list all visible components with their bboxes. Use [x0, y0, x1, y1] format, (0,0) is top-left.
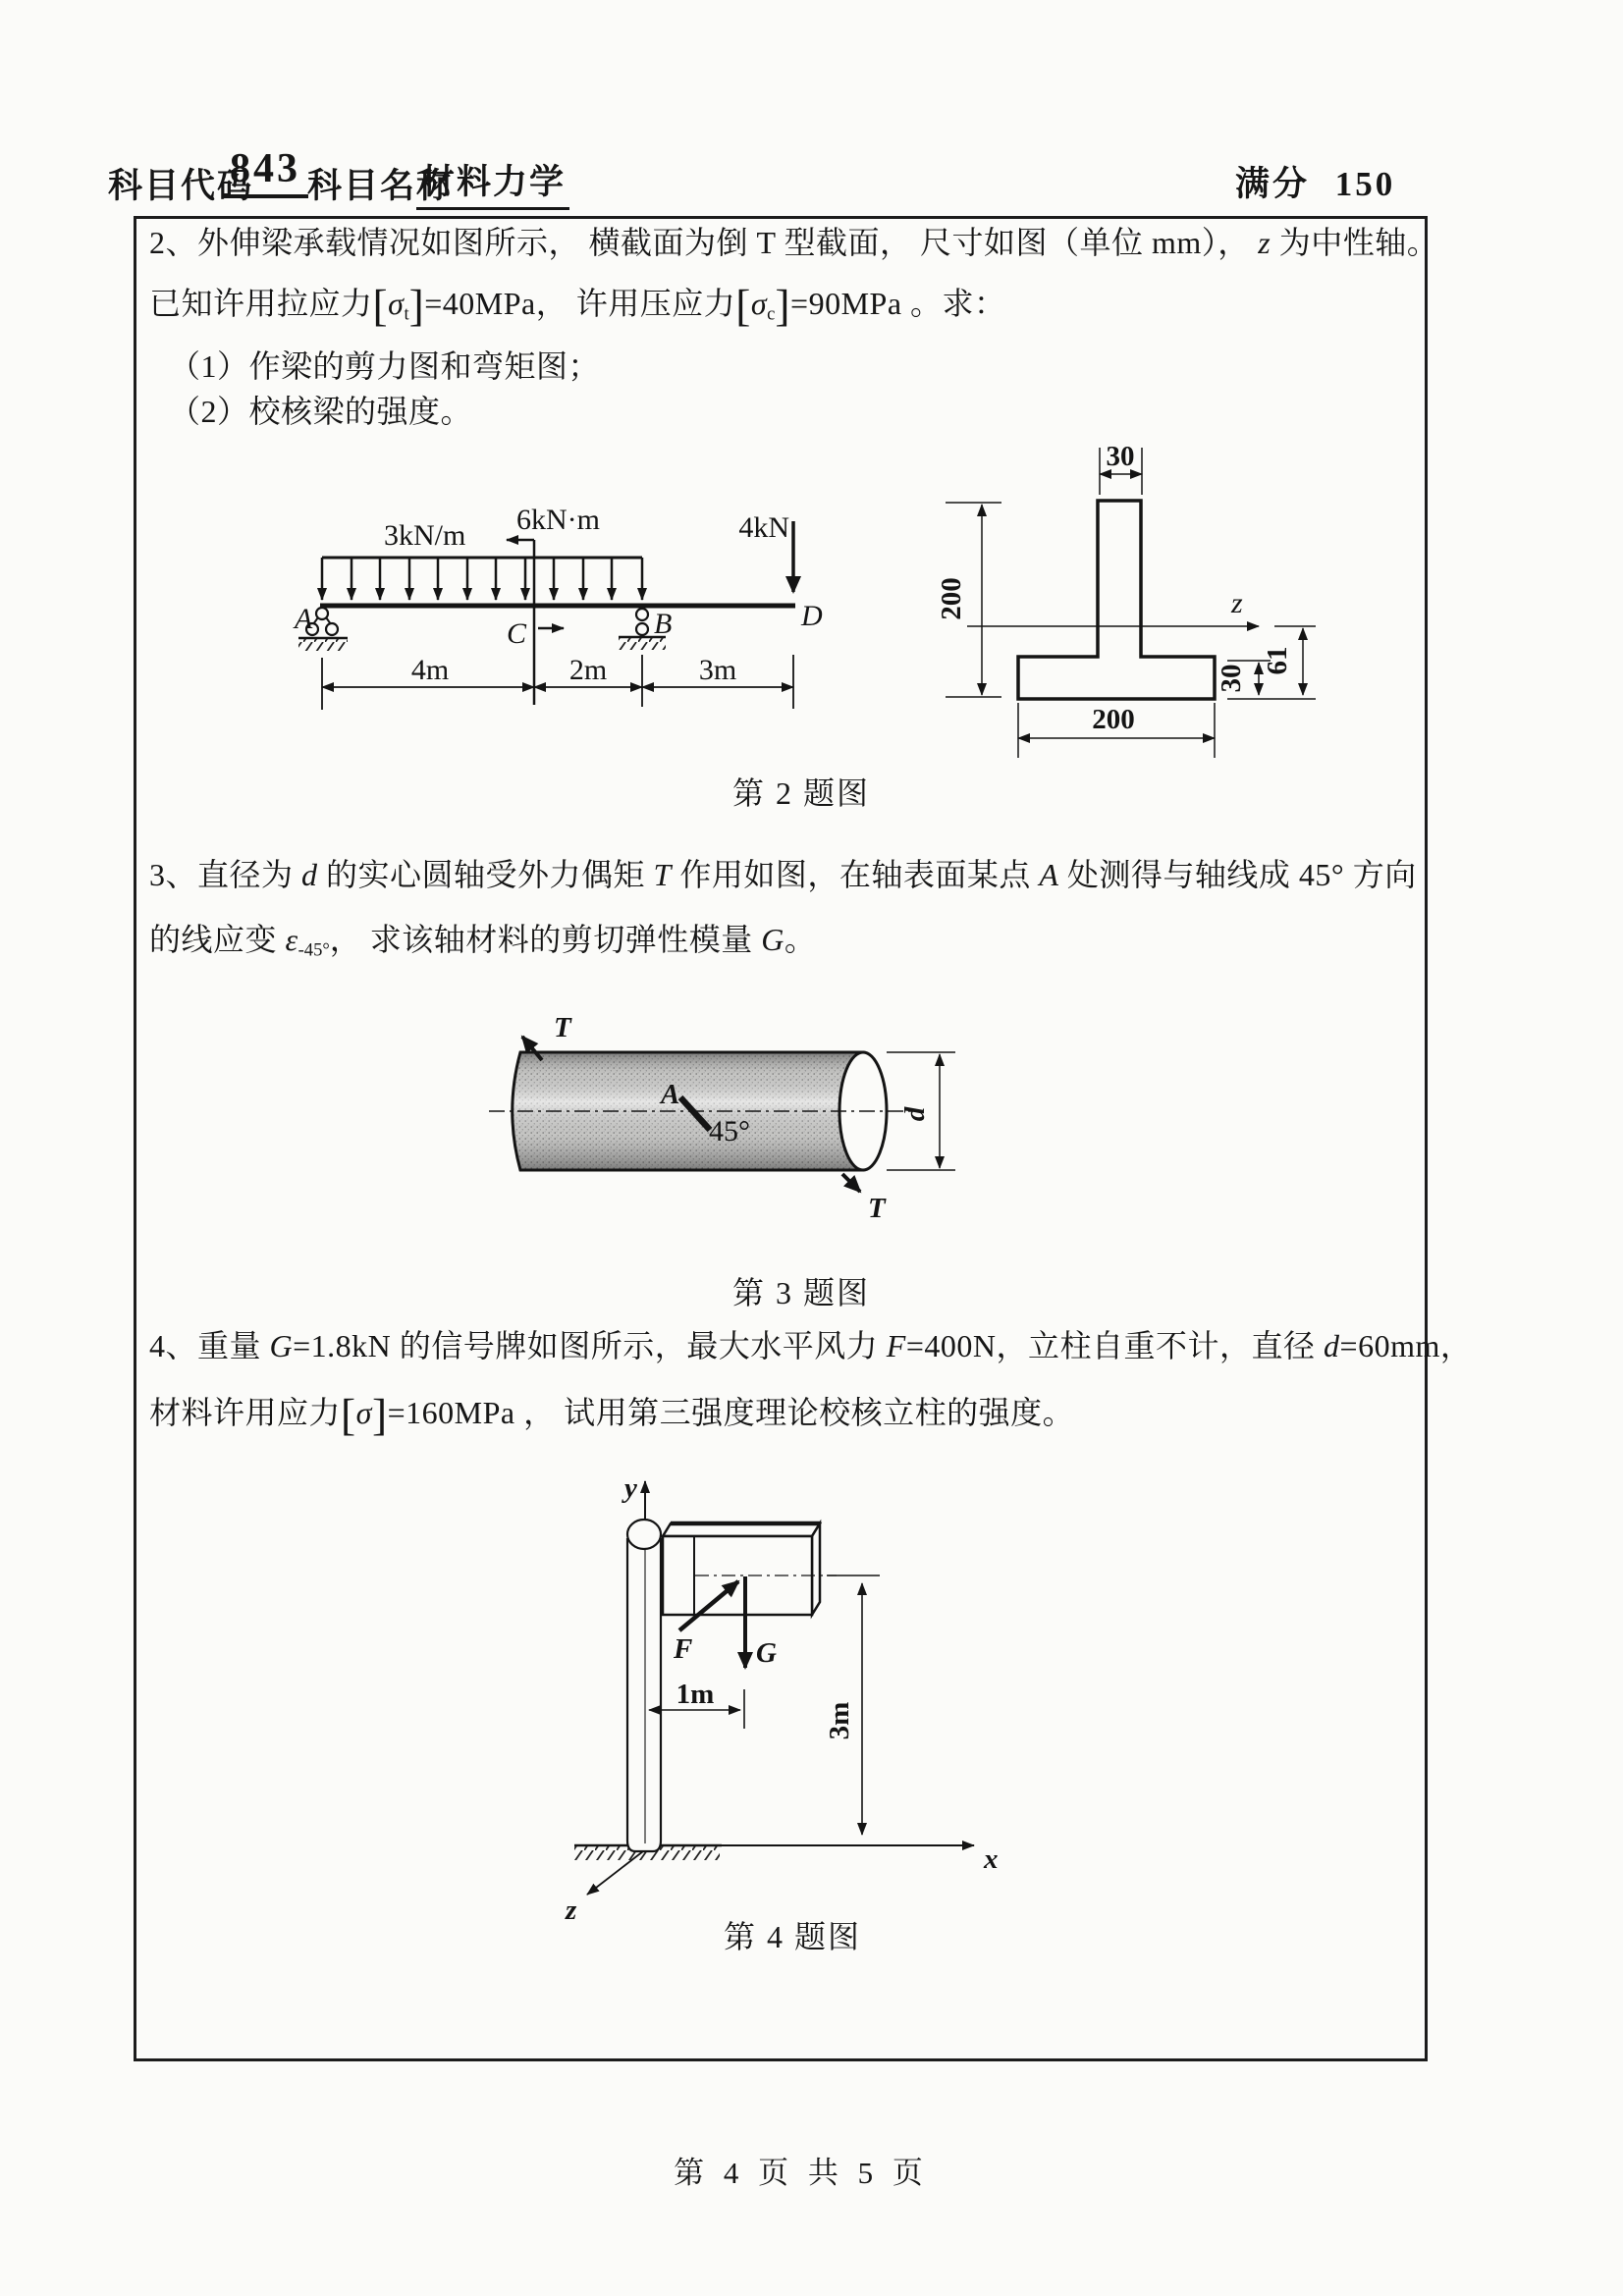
q2-item2: （2）校核梁的强度。 — [169, 394, 473, 429]
shaft-diagram — [471, 1001, 982, 1237]
point-a-label: A — [661, 1079, 680, 1110]
point-b-label: B — [654, 608, 673, 640]
q4-line2: 材料许用应力[σ]=160MPa ， 试用第三强度理论校核立柱的强度。 — [149, 1390, 1075, 1440]
signboard-box — [663, 1523, 820, 1615]
point-c-label: C — [507, 617, 527, 650]
subject-code-value: 843 — [222, 145, 308, 198]
figure4-caption: 第 4 题图 — [723, 1919, 861, 1954]
q4-line1: 4、重量 G=1.8kN 的信号牌如图所示，最大水平风力 F=400N，立柱自重不计，直径 d=60mm， — [149, 1328, 1473, 1363]
x-axis-label: x — [984, 1843, 999, 1875]
z-axis-label: z — [1231, 587, 1243, 619]
point-d-label: D — [801, 600, 823, 632]
full-score-value: 150 — [1334, 165, 1396, 203]
moment-label: 6kN·m — [516, 504, 600, 536]
torque-label-left: T — [554, 1012, 571, 1043]
dim-top-width: 30 — [1106, 441, 1135, 472]
column-body — [627, 1538, 661, 1851]
beam-diagram — [293, 476, 823, 721]
q3-line1: 3、直径为 d 的实心圆轴受外力偶矩 T 作用如图，在轴表面某点 A 处测得与轴线成 45° 方向 — [149, 857, 1417, 892]
full-score-label: 满分 — [1235, 165, 1311, 203]
dim-3m: 3m — [824, 1701, 855, 1740]
q2-item1: （1）作梁的剪力图和弯矩图； — [169, 348, 601, 384]
column-top-icon — [627, 1520, 661, 1549]
subject-name-value: 材料力学 — [416, 155, 569, 210]
full-score — [1235, 157, 1395, 206]
dim-3m: 3m — [698, 654, 737, 686]
subject-name-label: 科目名称 — [307, 167, 454, 205]
distributed-load-icon — [322, 558, 642, 600]
load-label: 3kN/m — [384, 519, 466, 552]
page-number: 第 4 页 共 5 页 — [674, 2156, 929, 2190]
point-a-label: A — [295, 603, 313, 635]
dim-neutral-axis: 61 — [1262, 646, 1293, 675]
cross-section-diagram — [933, 432, 1404, 785]
dim-flange-thickness: 30 — [1216, 664, 1247, 693]
dim-4m: 4m — [410, 654, 450, 686]
figure3-caption: 第 3 题图 — [731, 1275, 870, 1310]
subject-code-label: 科目代码 — [108, 167, 254, 205]
figure2-caption: 第 2 题图 — [731, 775, 870, 811]
q2-line1: 2、外伸梁承载情况如图所示， 横截面为倒 T 型截面， 尺寸如图（单位 mm）， z 为中性轴。 — [149, 225, 1439, 260]
dim-1m: 1m — [676, 1679, 715, 1710]
dim-bottom-width: 200 — [1092, 704, 1135, 735]
wind-force-label: F — [674, 1633, 693, 1665]
dim-height: 200 — [936, 577, 967, 620]
torque-label-right: T — [868, 1193, 886, 1224]
dim-diameter: d — [899, 1106, 931, 1122]
angle-label: 45° — [709, 1115, 750, 1148]
torque-arrow-right — [842, 1174, 860, 1192]
dim-2m: 2m — [568, 654, 608, 686]
t-section-shape — [1018, 501, 1215, 699]
q3-line2: 的线应变 ε-45°， 求该轴材料的剪切弹性模量 G。 — [149, 922, 817, 961]
weight-label: G — [756, 1637, 777, 1669]
z-axis-label: z — [566, 1895, 577, 1926]
y-axis-label: y — [624, 1472, 637, 1504]
q2-line2: 已知许用拉应力[σt]=40MPa， 许用压应力[σc]=90MPa 。求： — [149, 281, 1006, 331]
signboard-diagram — [530, 1468, 1041, 1929]
force-label: 4kN — [738, 511, 789, 544]
